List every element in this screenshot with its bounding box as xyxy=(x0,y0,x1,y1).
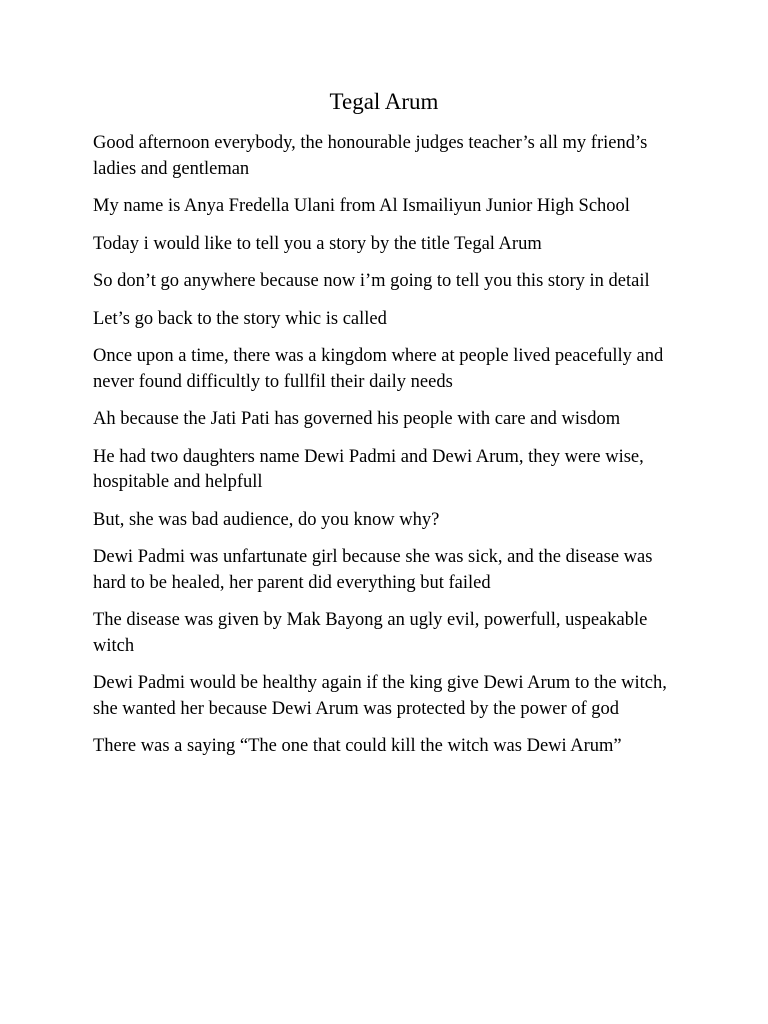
paragraph: The disease was given by Mak Bayong an ugly evil, powerfull, uspeakable witch xyxy=(93,610,648,656)
paragraph: So don’t go anywhere because now i’m going to tell you this story in detail xyxy=(93,271,650,291)
paragraph: Ah because the Jati Pati has governed his people with care and wisdom xyxy=(93,409,621,429)
paragraph: Dewi Padmi was unfartunate girl because she was sick, and the disease was hard to be healed, her parent did everything but failed xyxy=(93,547,653,593)
paragraph: There was a saying “The one that could kill the witch was Dewi Arum” xyxy=(93,736,622,756)
paragraph: Dewi Padmi would be healthy again if the king give Dewi Arum to the witch, she wanted her because Dewi Arum was protected by the power of god xyxy=(93,673,667,719)
document-title: Tegal Arum xyxy=(329,89,439,114)
paragraph: Today i would like to tell you a story by the title Tegal Arum xyxy=(93,233,542,254)
paragraph: My name is Anya Fredella Ulani from Al Ismailiyun Junior High School xyxy=(93,196,630,216)
paragraph: Once upon a time, there was a kingdom where at people lived peacefully and never found difficultly to fullfil their daily needs xyxy=(93,346,664,392)
paragraph: Let’s go back to the story whic is called xyxy=(93,308,387,329)
paragraph: But, she was bad audience, do you know why? xyxy=(93,509,440,530)
paragraph: He had two daughters name Dewi Padmi and Dewi Arum, they were wise, hospitable and helpfull xyxy=(93,446,644,492)
document-body xyxy=(93,131,675,772)
paragraph: Good afternoon everybody, the honourable judges teacher’s all my friend’s ladies and gentleman xyxy=(93,133,648,179)
